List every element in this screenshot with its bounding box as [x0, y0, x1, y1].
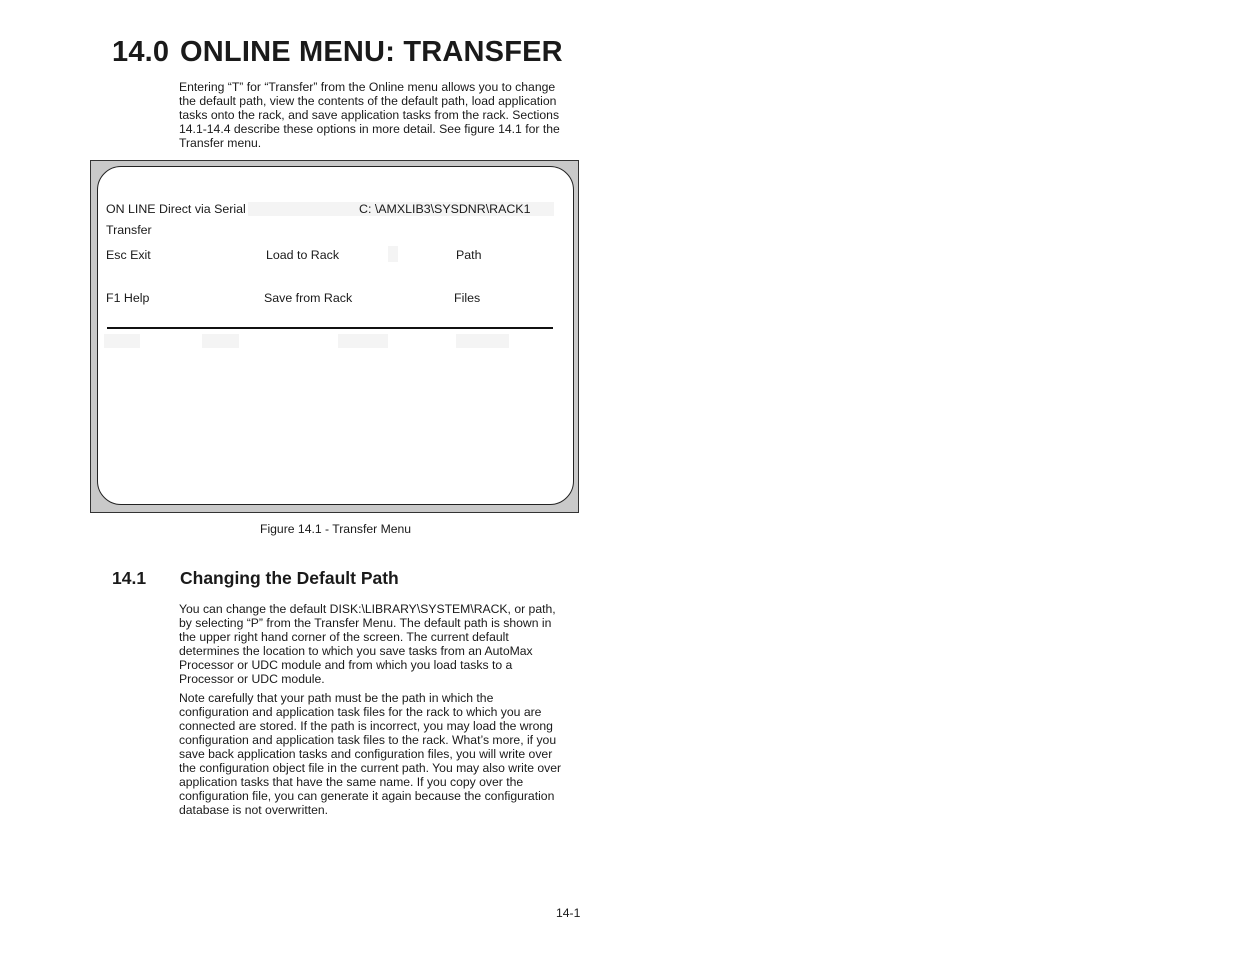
page-number: 14-1 — [556, 906, 581, 920]
page-title — [112, 36, 563, 69]
section-number: 14.1 — [112, 568, 147, 588]
menu-item-help[interactable]: F1 Help — [106, 291, 150, 305]
menu-item-files[interactable]: Files — [454, 291, 481, 305]
function-key-slot — [202, 334, 239, 348]
connection-status: ON LINE Direct via Serial — [106, 202, 246, 216]
intro-paragraph: Entering “T” for “Transfer” from the Online menu allows you to change the default path, view the contents of the default path, load application tasks onto the rack, and save application tasks from the rack. Sections 14.1-14.4 describe these options in more detail. See figure 14.1 for the Transfer menu. — [179, 80, 560, 150]
chapter-title: ONLINE MENU: TRANSFER — [180, 36, 563, 68]
section-paragraph-1: You can change the default DISK:\LIBRARY\SYSTEM\RACK, or path, by selecting “P” from the Transfer Menu. The default path is shown in the upper right hand corner of the screen. The current default determines the location to which you save tasks from an AutoMax Processor or UDC module and from which you load tasks to a Processor or UDC module. — [179, 602, 556, 686]
function-key-slot — [104, 334, 140, 348]
menu-item-exit[interactable]: Esc Exit — [106, 248, 151, 262]
function-key-slot — [338, 334, 388, 348]
figure-caption: Figure 14.1 - Transfer Menu — [260, 522, 412, 536]
function-key-slot — [456, 334, 509, 348]
menu-cell-shade — [388, 246, 398, 262]
menu-item-load-to-rack[interactable]: Load to Rack — [266, 248, 340, 262]
menu-item-path[interactable]: Path — [456, 248, 482, 262]
default-path-display: C: \AMXLIB3\SYSDNR\RACK1 — [359, 202, 531, 216]
section-paragraph-2: Note carefully that your path must be the path in which the configuration and application task files for the rack to which you are connected are stored. If the path is incorrect, you may load the wrong configuration and application task files to the rack. What’s more, if you save back application tasks and configuration files, you will write over the configuration object file in the current path. You may also write over application tasks that have the same name. If you copy over the configuration file, you can generate it again because the configuration database is not overwritten. — [179, 691, 562, 817]
menu-title: Transfer — [106, 223, 152, 237]
menu-divider — [107, 327, 553, 329]
chapter-number: 14.0 — [112, 36, 170, 68]
section-heading — [112, 568, 399, 589]
section-title: Changing the Default Path — [180, 568, 399, 588]
menu-item-save-from-rack[interactable]: Save from Rack — [264, 291, 353, 305]
transfer-menu-figure — [90, 160, 579, 513]
terminal-screen — [97, 166, 574, 505]
